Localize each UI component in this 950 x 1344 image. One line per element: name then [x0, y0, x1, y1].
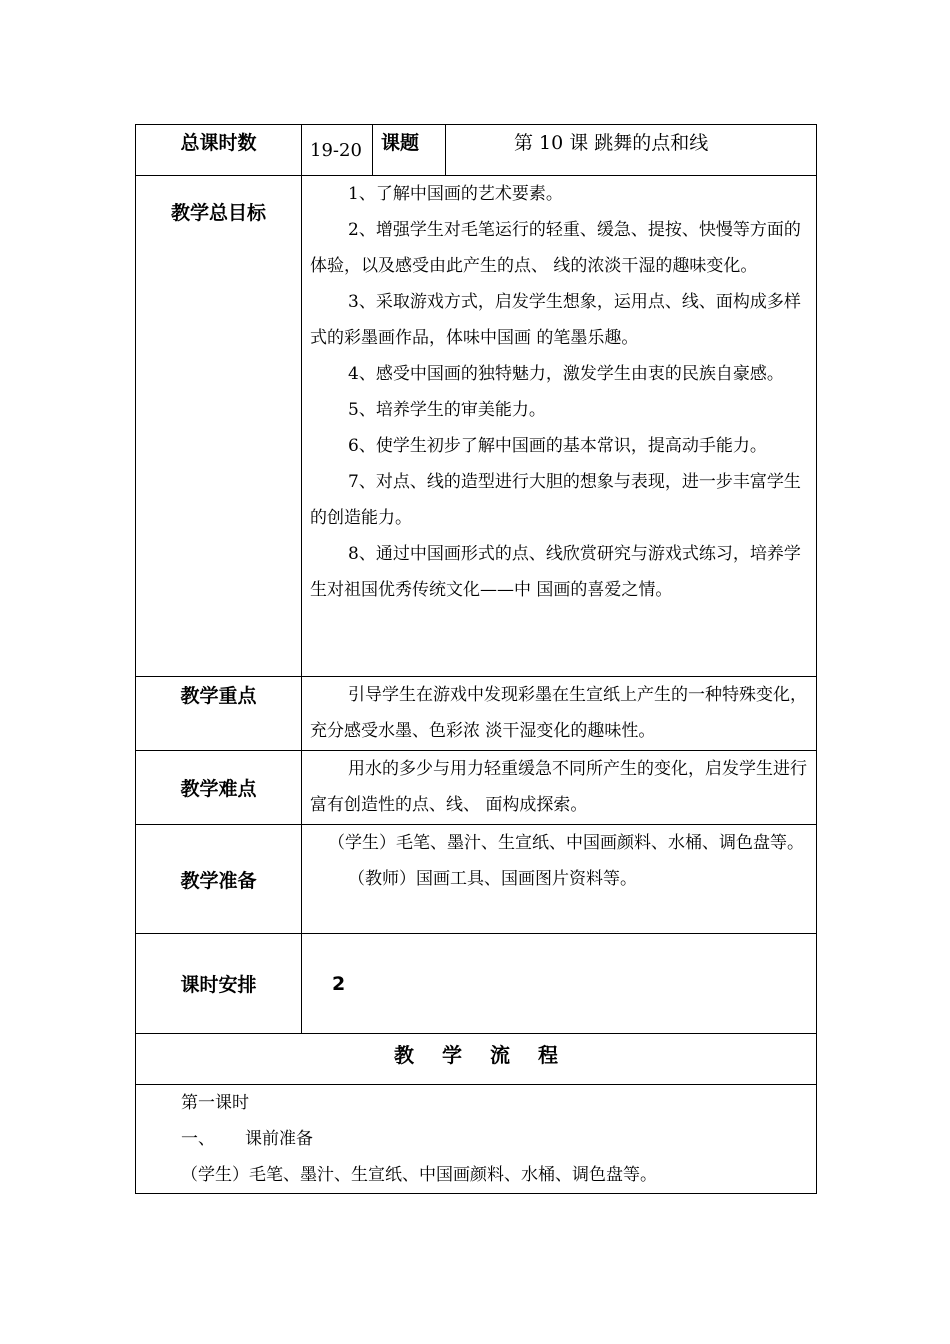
preparation-label: 教学准备 — [136, 825, 302, 934]
schedule-label: 课时安排 — [136, 934, 302, 1034]
goal-item: 8、通过中国画形式的点、线欣赏研究与游戏式练习，培养学生对祖国优秀传统文化——中 国画的喜爱之情。 — [310, 544, 801, 600]
preparation-row — [136, 825, 817, 934]
flow-line: （学生）毛笔、墨汁、生宣纸、中国画颜料、水桶、调色盘等。 — [181, 1165, 657, 1185]
difficulties-label: 教学难点 — [136, 751, 302, 825]
preparation-teacher: （教师）国画工具、国画图片资料等。 — [348, 869, 637, 889]
preparation-content — [302, 825, 817, 934]
goal-item: 2、增强学生对毛笔运行的轻重、缓急、提按、快慢等方面的体验，以及感受由此产生的点、 线的浓淡干湿的趣味变化。 — [310, 220, 801, 276]
total-hours-value-cell — [302, 125, 373, 176]
key-points-content — [302, 677, 817, 751]
key-points-row — [136, 677, 817, 751]
total-hours-value: 19-20 — [310, 140, 362, 161]
flow-title-row — [136, 1034, 817, 1085]
goal-item: 6、使学生初步了解中国画的基本常识，提高动手能力。 — [348, 436, 767, 456]
schedule-row — [136, 934, 817, 1034]
header-row — [136, 125, 817, 176]
goals-label: 教学总目标 — [136, 176, 302, 677]
key-points-text: 引导学生在游戏中发现彩墨在生宣纸上产生的一种特殊变化，充分感受水墨、色彩浓 淡干湿变化的趣味性。 — [310, 685, 807, 741]
goals-row — [136, 176, 817, 677]
goals-content — [302, 176, 817, 677]
schedule-value: 2 — [302, 934, 817, 1034]
goal-item: 4、感受中国画的独特魅力，激发学生由衷的民族自豪感。 — [348, 364, 784, 384]
section-heading — [181, 1121, 808, 1157]
flow-title: 教学流程 — [136, 1034, 817, 1085]
goal-item: 3、采取游戏方式，启发学生想象，运用点、线、面构成多样式的彩墨画作品，体味中国画 的笔墨乐趣。 — [310, 292, 801, 348]
goal-item: 7、对点、线的造型进行大胆的想象与表现，进一步丰富学生的创造能力。 — [310, 472, 801, 528]
difficulties-row — [136, 751, 817, 825]
lesson-plan-table — [135, 124, 817, 1194]
difficulties-text: 用水的多少与用力轻重缓急不同所产生的变化，启发学生进行富有创造性的点、线、 面构成探索。 — [310, 759, 807, 815]
goal-item: 5、培养学生的审美能力。 — [348, 400, 546, 420]
topic-label: 课题 — [373, 125, 446, 176]
lesson-title: 第一课时 — [181, 1093, 249, 1113]
goal-item: 1、了解中国画的艺术要素。 — [348, 184, 563, 204]
total-hours-label: 总课时数 — [136, 125, 302, 176]
key-points-label: 教学重点 — [136, 677, 302, 751]
preparation-student: （学生）毛笔、墨汁、生宣纸、中国画颜料、水桶、调色盘等。 — [328, 833, 804, 853]
flow-content — [136, 1085, 817, 1194]
flow-content-row — [136, 1085, 817, 1194]
section-title: 课前准备 — [245, 1129, 313, 1149]
section-number: 一、 — [181, 1129, 215, 1149]
topic-value: 第 10 课 跳舞的点和线 — [446, 125, 817, 176]
difficulties-content — [302, 751, 817, 825]
